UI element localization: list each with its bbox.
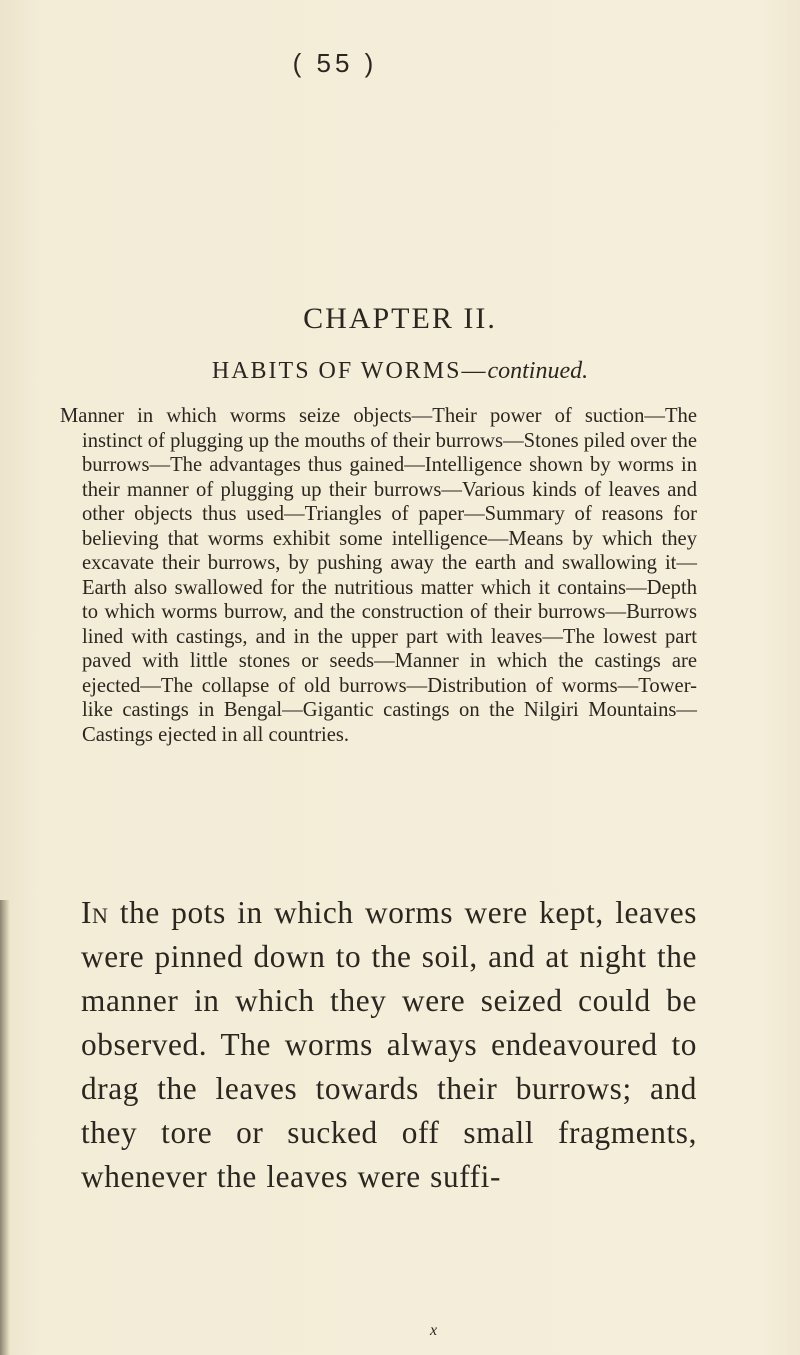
paragraph-text: the pots in which worms were kept, leaves were pinned down to the soil, and at night the manner in which they were seized could be observed. The worms always endeavoured to drag the leaves towards their burrows; and they tore or sucked off small fragments, whenever the leaves were suffi-: [81, 895, 697, 1194]
opening-word: In: [81, 895, 109, 930]
signature-mark: x: [430, 1322, 438, 1339]
chapter-summary: Manner in which worms seize objects—Their power of suction—The instinct of plugging up the mouths of their burrows—Stones piled over the burrows—The advantages thus gained—Intelligence shown by worms in their manner of plugging up their burrows—Various kinds of leaves and other objects thus used—Triangles of paper—Summary of reasons for believing that worms exhibit some intelligence—Means by which they excavate their burrows, by pushing away the earth and swallowing it—Earth also swallowed for the nutritious matter which it contains—Depth to which worms burrow, and the construction of their burrows—Burrows lined with castings, and in the upper part with leaves—The lowest part paved with little stones or seeds—Manner in which the castings are ejected—The collapse of old burrows—Distribution of worms—Tower-like castings in Bengal—Gigantic castings on the Nilgiri Mountains—Castings ejected in all countries.: [60, 405, 697, 746]
chapter-subtitle: [0, 358, 800, 385]
body-paragraph: [81, 891, 697, 1199]
binding-shadow: [0, 900, 10, 1355]
chapter-title: CHAPTER II.: [303, 302, 497, 335]
page-number: ( 55 ): [292, 48, 378, 78]
subtitle-italic: continued.: [487, 358, 589, 384]
subtitle-caps: HABITS OF WORMS—: [211, 358, 488, 384]
